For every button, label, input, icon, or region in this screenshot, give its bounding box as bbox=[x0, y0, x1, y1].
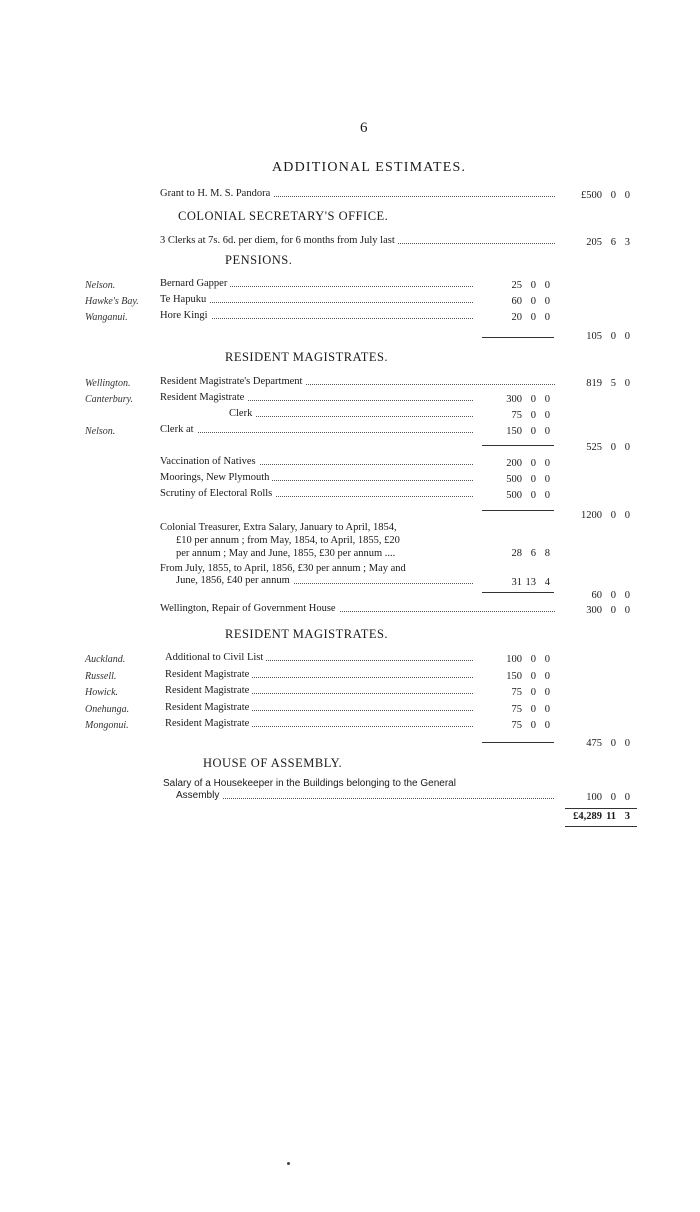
treasurer-line-4: From July, 1855, to April, 1856, £30 per annum ; May and bbox=[160, 563, 406, 574]
pension-row-1-label: Te Hapuku bbox=[160, 294, 473, 305]
rm2-row-0-label: Additional to Civil List bbox=[165, 652, 473, 663]
rm1-row-0-place: Canterbury. bbox=[85, 394, 134, 405]
pension-row-0-label: Bernard Gapper bbox=[160, 278, 473, 289]
treasurer-line-5: June, 1856, £40 per annum bbox=[176, 575, 473, 586]
rm2-row-0-amount: 100 0 0 bbox=[506, 654, 550, 665]
colonial-secretary-item: 3 Clerks at 7s. 6d. per diem, for 6 months from July last bbox=[160, 235, 555, 246]
pensions-rule bbox=[482, 337, 554, 338]
rm1-rule bbox=[482, 445, 554, 446]
resident-magistrates-heading-1: RESIDENT MAGISTRATES. bbox=[225, 350, 389, 364]
rm2-row-0-place: Auckland. bbox=[85, 654, 126, 665]
pension-row-2-label: Hore Kingi bbox=[160, 310, 473, 321]
rm1-row-1-amount: 75 0 0 bbox=[511, 410, 550, 421]
misc-row-0-amount: 200 0 0 bbox=[506, 458, 550, 469]
rm2-row-3-amount: 75 0 0 bbox=[511, 703, 550, 715]
pension-row-1-place: Hawke's Bay. bbox=[85, 296, 139, 307]
pension-row-2-amount: 20 0 0 bbox=[511, 312, 550, 323]
assembly-total: 100 0 0 bbox=[586, 792, 630, 803]
rm2-row-4-amount: 75 0 0 bbox=[511, 720, 550, 731]
rm2-row-3-place: Onehunga. bbox=[85, 703, 130, 715]
rm1-row-1-label: Clerk bbox=[229, 408, 473, 419]
colonial-secretary-total: 205 6 3 bbox=[586, 237, 630, 248]
rm2-rule bbox=[482, 742, 554, 743]
grant-total: £500 0 0 bbox=[581, 190, 630, 201]
pensions-total: 105 0 0 bbox=[586, 331, 630, 342]
treasurer-amount-2: 31 13 4 bbox=[511, 577, 550, 588]
pension-row-0-place: Nelson. bbox=[85, 280, 116, 291]
grand-total-underline bbox=[565, 826, 637, 827]
grand-total: £4,289 11 3 bbox=[573, 811, 630, 822]
rm2-row-4-label: Resident Magistrate bbox=[165, 718, 473, 729]
rm1-row-2-amount: 150 0 0 bbox=[506, 426, 550, 437]
treasurer-line-1: Colonial Treasurer, Extra Salary, January to April, 1854, bbox=[160, 522, 397, 533]
assembly-line-2: Assembly bbox=[176, 790, 554, 801]
colonial-secretary-heading: COLONIAL SECRETARY'S OFFICE. bbox=[178, 209, 389, 223]
misc-row-1-label: Moorings, New Plymouth bbox=[160, 472, 473, 483]
rm2-row-2-label: Resident Magistrate bbox=[165, 685, 473, 696]
pension-row-1-amount: 60 0 0 bbox=[511, 296, 550, 307]
assembly-line-1: Salary of a Housekeeper in the Buildings belonging to the General bbox=[163, 778, 456, 789]
grant-label: Grant to H. M. S. Pandora bbox=[160, 188, 555, 199]
pension-row-2-place: Wanganui. bbox=[85, 312, 128, 323]
treasurer-amount-1: 28 6 8 bbox=[511, 548, 550, 559]
place-wellington: Wellington. bbox=[85, 378, 131, 389]
misc-row-1-amount: 500 0 0 bbox=[506, 474, 550, 485]
misc-total: 1200 0 0 bbox=[581, 510, 630, 521]
wellington-dept-label: Resident Magistrate's Department bbox=[160, 376, 555, 387]
treasurer-line-2: £10 per annum ; from May, 1854, to April, 1855, £20 bbox=[176, 535, 400, 546]
rm1-row-0-label: Resident Magistrate bbox=[160, 392, 473, 403]
rm2-row-2-amount: 75 0 0 bbox=[511, 687, 550, 698]
pensions-heading: PENSIONS. bbox=[225, 253, 293, 267]
resident-magistrates-heading-2: RESIDENT MAGISTRATES. bbox=[225, 627, 389, 641]
misc-rule bbox=[482, 510, 554, 511]
rm1-row-0-amount: 300 0 0 bbox=[506, 394, 550, 405]
rm2-row-1-amount: 150 0 0 bbox=[506, 670, 550, 682]
misc-row-2-amount: 500 0 0 bbox=[506, 490, 550, 501]
rm1-row-2-label: Clerk at bbox=[160, 424, 473, 435]
rm2-row-3-label: Resident Magistrate bbox=[165, 702, 473, 713]
rm2-total: 475 0 0 bbox=[586, 738, 630, 749]
govt-house-total: 300 0 0 bbox=[586, 605, 630, 616]
treasurer-rule bbox=[482, 592, 554, 593]
grand-total-rule bbox=[565, 808, 637, 809]
rm1-subtotal: 525 0 0 bbox=[586, 442, 630, 453]
rm2-row-1-label: Resident Magistrate bbox=[165, 669, 473, 680]
misc-row-2-label: Scrutiny of Electoral Rolls bbox=[160, 488, 473, 499]
treasurer-total: 60 0 0 bbox=[591, 590, 630, 601]
page-dot bbox=[287, 1162, 290, 1165]
rm1-row-2-place: Nelson. bbox=[85, 426, 116, 437]
rm2-row-2-place: Howick. bbox=[85, 687, 119, 698]
assembly-heading: HOUSE OF ASSEMBLY. bbox=[203, 756, 343, 770]
page-title: ADDITIONAL ESTIMATES. bbox=[272, 160, 467, 175]
rm2-row-4-place: Mongonui. bbox=[85, 720, 129, 731]
treasurer-line-3: per annum ; May and June, 1855, £30 per annum .... bbox=[176, 548, 396, 559]
wellington-dept-total: 819 5 0 bbox=[586, 378, 630, 389]
misc-row-0-label: Vaccination of Natives bbox=[160, 456, 473, 467]
pension-row-0-amount: 25 0 0 bbox=[511, 280, 550, 291]
page-number: 6 bbox=[360, 120, 368, 136]
govt-house-label: Wellington, Repair of Government House bbox=[160, 603, 555, 614]
rm2-row-1-place: Russell. bbox=[85, 670, 117, 682]
